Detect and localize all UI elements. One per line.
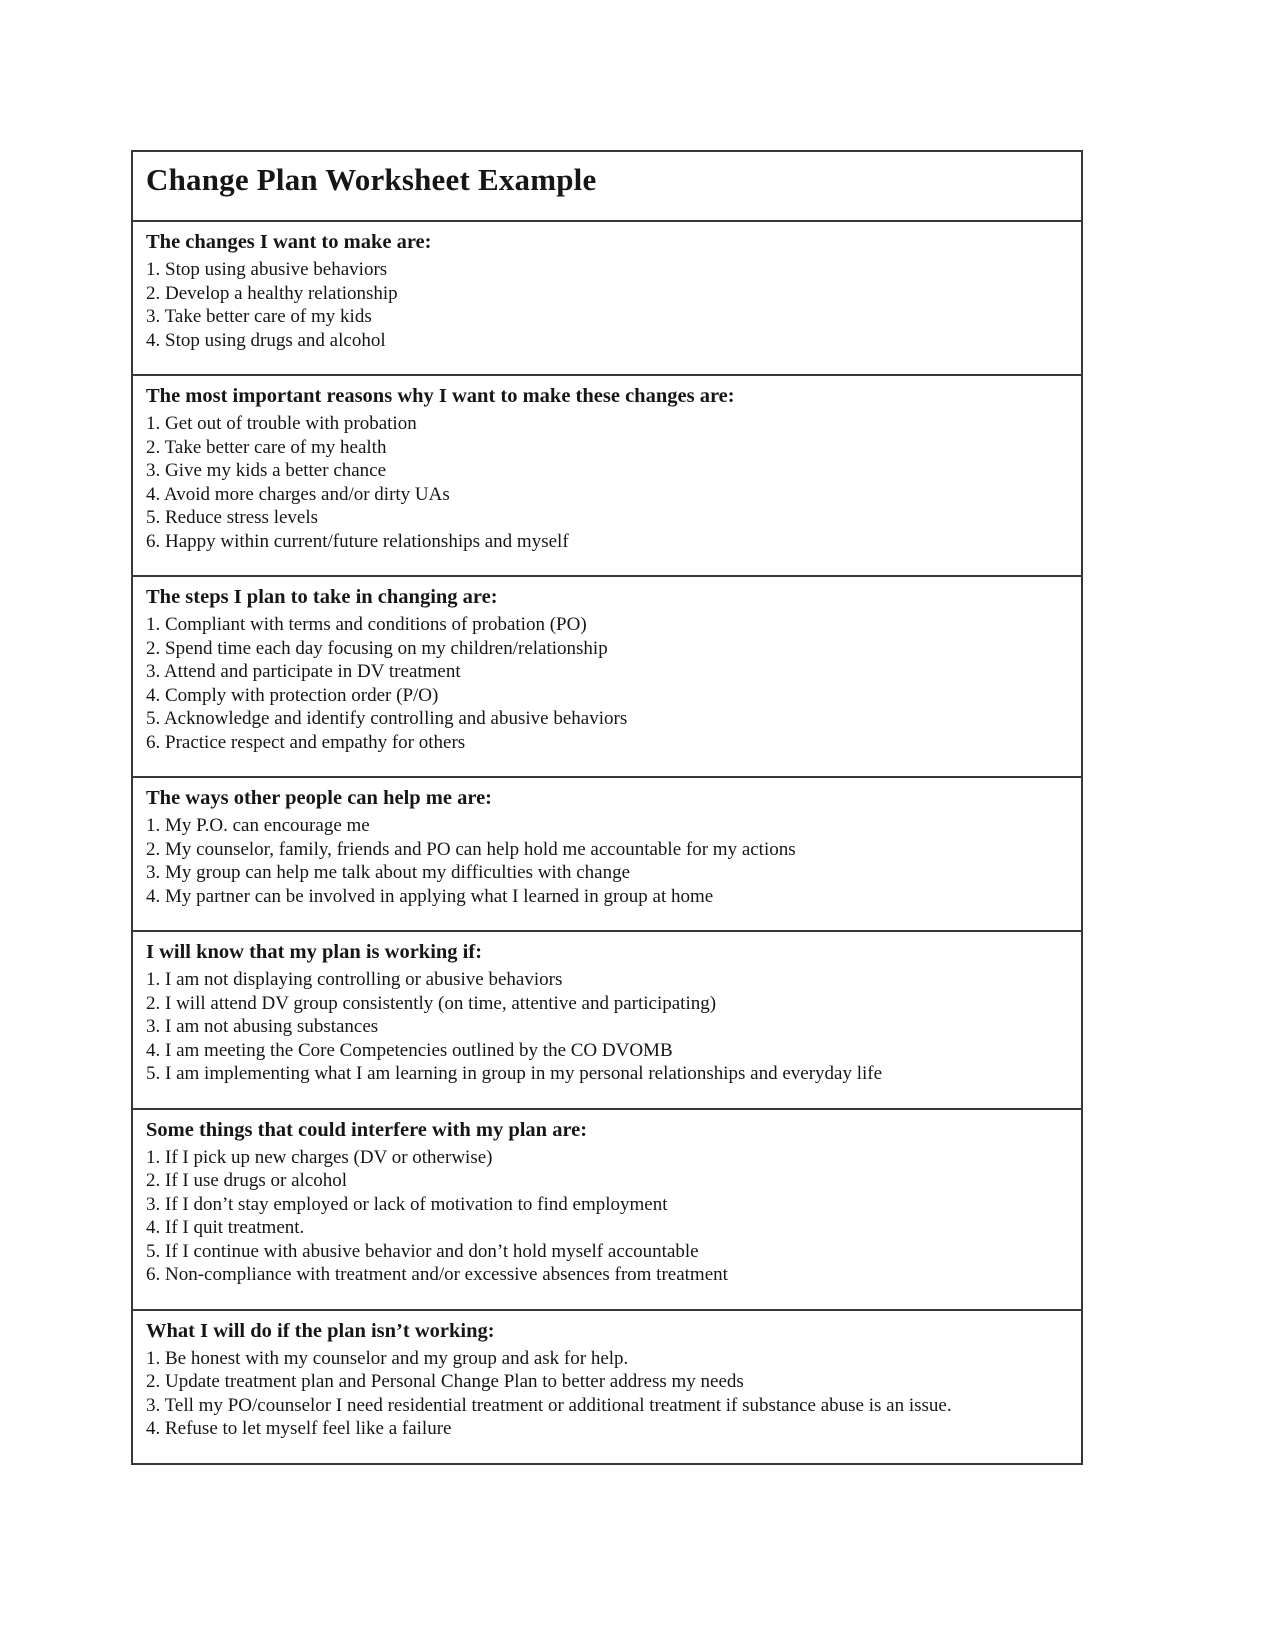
section-interfere <box>133 1108 1081 1309</box>
section-plan-not-working-heading: What I will do if the plan isn’t working: <box>146 1319 495 1342</box>
section-changes <box>133 220 1081 374</box>
list-item: 1. Stop using abusive behaviors <box>146 259 388 280</box>
list-item: 6. Non-compliance with treatment and/or excessive absences from treatment <box>146 1264 728 1285</box>
list-item: 4. My partner can be involved in applying what I learned in group at home <box>146 885 714 907</box>
section-help-heading: The ways other people can help me are: <box>146 787 493 809</box>
list-item: 5. Reduce stress levels <box>146 507 319 528</box>
list-item: 4. If I quit treatment. <box>146 1217 305 1238</box>
list-item: 2. Take better care of my health <box>146 436 387 458</box>
worksheet-title-row <box>133 152 1081 220</box>
section-steps <box>133 575 1081 776</box>
list-item: 3. I am not abusing substances <box>146 1016 379 1037</box>
list-item: 2. I will attend DV group consistently (on time, attentive and participating) <box>146 992 717 1014</box>
list-item: 5. Acknowledge and identify controlling and abusive behaviors <box>146 708 628 729</box>
list-item: 6. Practice respect and empathy for others <box>146 731 466 753</box>
list-item: 1. Get out of trouble with probation <box>146 413 417 434</box>
section-reasons <box>133 374 1081 575</box>
list-item: 1. If I pick up new charges (DV or otherwise) <box>146 1146 493 1168</box>
section-help <box>133 776 1081 930</box>
list-item: 4. Refuse to let myself feel like a failure <box>146 1418 452 1439</box>
list-item: 1. Compliant with terms and conditions of probation (PO) <box>146 614 587 635</box>
list-item: 2. If I use drugs or alcohol <box>146 1170 348 1191</box>
section-plan-working-heading: I will know that my plan is working if: <box>146 941 483 963</box>
list-item: 3. Tell my PO/counselor I need residential treatment or additional treatment if substance abuse is an issue. <box>146 1394 952 1416</box>
list-item: 1. My P.O. can encourage me <box>146 815 370 836</box>
list-item: 3. If I don’t stay employed or lack of motivation to find employment <box>146 1193 668 1215</box>
section-reasons-heading: The most important reasons why I want to make these changes are: <box>146 385 735 407</box>
list-item: 5. I am implementing what I am learning in group in my personal relationships and everyday life <box>146 1063 883 1084</box>
list-item: 4. Avoid more charges and/or dirty UAs <box>146 483 450 505</box>
list-item: 5. If I continue with abusive behavior and don’t hold myself accountable <box>146 1240 699 1262</box>
change-plan-worksheet <box>131 150 1083 1465</box>
list-item: 3. Give my kids a better chance <box>146 460 387 481</box>
section-changes-heading: The changes I want to make are: <box>146 231 432 253</box>
list-item: 3. Take better care of my kids <box>146 306 372 327</box>
list-item: 1. I am not displaying controlling or abusive behaviors <box>146 969 563 990</box>
list-item: 2. Update treatment plan and Personal Change Plan to better address my needs <box>146 1371 744 1392</box>
list-item: 4. Stop using drugs and alcohol <box>146 329 386 351</box>
section-plan-working <box>133 930 1081 1108</box>
list-item: 1. Be honest with my counselor and my group and ask for help. <box>146 1347 629 1369</box>
list-item: 2. Spend time each day focusing on my children/relationship <box>146 637 608 659</box>
worksheet-title: Change Plan Worksheet Example <box>146 162 597 197</box>
list-item: 6. Happy within current/future relationships and myself <box>146 530 569 552</box>
list-item: 2. Develop a healthy relationship <box>146 282 398 304</box>
list-item: 4. Comply with protection order (P/O) <box>146 684 439 706</box>
list-item: 2. My counselor, family, friends and PO can help hold me accountable for my actions <box>146 838 796 860</box>
section-steps-heading: The steps I plan to take in changing are: <box>146 586 498 608</box>
section-plan-not-working <box>133 1309 1081 1463</box>
list-item: 3. My group can help me talk about my difficulties with change <box>146 862 631 883</box>
list-item: 3. Attend and participate in DV treatment <box>146 661 461 682</box>
list-item: 4. I am meeting the Core Competencies outlined by the CO DVOMB <box>146 1039 673 1061</box>
section-interfere-heading: Some things that could interfere with my plan are: <box>146 1118 588 1141</box>
